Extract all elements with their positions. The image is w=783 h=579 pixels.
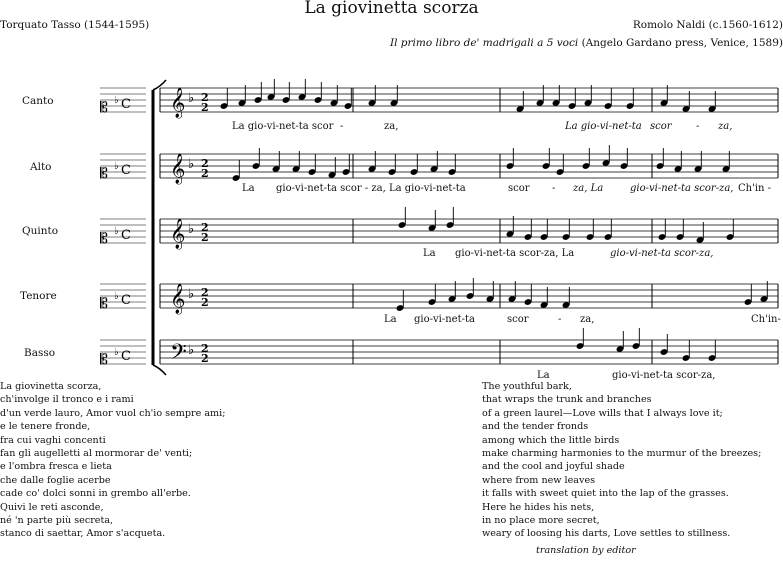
timesig-bottom: 2 xyxy=(201,101,209,114)
lyric-basso: La xyxy=(537,370,550,381)
timesig-top: 2 xyxy=(201,342,209,355)
timesig-top: 2 xyxy=(201,286,209,299)
lyric-quinto: La xyxy=(423,248,436,259)
flat-icon: ♭ xyxy=(188,287,195,302)
incipit-clef-icon: 𝄡 xyxy=(100,166,108,182)
flat-icon: ♭ xyxy=(114,161,119,172)
incipit-clef-icon: 𝄡 xyxy=(100,352,108,368)
part-name-tenore: Tenore xyxy=(20,290,57,302)
poem-line: Quivi le reti asconde, xyxy=(0,501,104,513)
poem-line: make charming harmonies to the murmur of the breezes; xyxy=(482,448,762,460)
poem-line: where from new leaves xyxy=(482,474,596,486)
poem-line: che dalle foglie acerbe xyxy=(0,474,111,486)
lyric-alto: - xyxy=(552,183,556,194)
poem-line: d'un verde lauro, Amor vuol ch'io sempre ami; xyxy=(0,407,226,419)
poet-credit: Torquato Tasso (1544-1595) xyxy=(0,19,150,31)
timesig-top: 2 xyxy=(201,157,209,170)
poem-line: and the cool and joyful shade xyxy=(482,461,625,473)
clef-icon: 𝄞 xyxy=(170,154,186,184)
flat-icon: ♭ xyxy=(114,226,119,237)
poem-line: and the tender fronds xyxy=(482,421,589,433)
part-name-quinto: Quinto xyxy=(22,225,59,237)
lyric-alto: gio-vi-net-ta scor-za, xyxy=(630,183,734,194)
poem-line: né 'n parte più secreta, xyxy=(0,515,114,527)
poem-line: weary of loosing his darts, Love settles to stillness. xyxy=(482,528,731,540)
lyric-canto: scor xyxy=(650,121,672,132)
clef-icon: 𝄞 xyxy=(170,219,186,249)
timesig-bottom: 2 xyxy=(201,167,209,180)
lyric-canto: - xyxy=(696,121,700,132)
flat-icon: ♭ xyxy=(114,95,119,106)
part-name-basso: Basso xyxy=(24,347,56,359)
lyric-canto: za, xyxy=(384,121,399,132)
common-time-icon: C xyxy=(121,293,131,308)
clef-icon: 𝄢 xyxy=(170,340,187,370)
incipit-staves xyxy=(100,88,146,368)
flat-icon: ♭ xyxy=(188,157,195,172)
piece-title: La giovinetta scorza xyxy=(304,0,479,18)
flat-icon: ♭ xyxy=(188,343,195,358)
lyric-tenore: Ch'in- xyxy=(751,314,781,325)
incipit-clef-icon: 𝄡 xyxy=(100,231,108,247)
lyric-tenore: La xyxy=(384,314,397,325)
timesig-bottom: 2 xyxy=(201,352,209,365)
poem-line: Here he hides his nets, xyxy=(482,501,595,513)
timesig-top: 2 xyxy=(201,91,209,104)
lyric-alto: gio-vi-net-ta scor - za, La gio-vi-net-ta xyxy=(276,183,466,194)
composer-credit: Romolo Naldi (c.1560-1612) xyxy=(632,19,783,31)
lyric-tenore: scor xyxy=(507,314,529,325)
source-title: Il primo libro de' madrigali a 5 voci xyxy=(389,37,579,49)
poem-line: in no place more secret, xyxy=(482,515,600,527)
flat-icon: ♭ xyxy=(188,222,195,237)
poem-line: ch'involge il tronco e i rami xyxy=(0,394,134,406)
timesig-top: 2 xyxy=(201,221,209,234)
timesig-bottom: 2 xyxy=(201,296,209,309)
flat-icon: ♭ xyxy=(114,291,119,302)
poem-line: The youthful bark, xyxy=(482,381,572,392)
common-time-icon: C xyxy=(121,97,131,112)
clef-icon: 𝄞 xyxy=(170,88,186,118)
time-signatures xyxy=(201,91,209,365)
part-name-canto: Canto xyxy=(22,95,54,107)
poem-line: fan gli augelletti al mormorar de' venti; xyxy=(0,448,193,460)
poem-line: e l'ombra fresca e lieta xyxy=(0,461,112,473)
lyric-tenore: gio-vi-net-ta xyxy=(414,314,475,325)
poem-line: cade co' dolci sonni in grembo all'erbe. xyxy=(0,488,191,500)
lyric-alto: scor xyxy=(508,183,530,194)
poem-line: among which the little birds xyxy=(482,434,620,446)
poem-line: La giovinetta scorza, xyxy=(0,381,102,392)
common-time-icon: C xyxy=(121,228,131,243)
poem-line: stanco di saettar, Amor s'acqueta. xyxy=(0,528,166,540)
lyric-alto: Ch'in - xyxy=(738,183,772,194)
part-name-alto: Alto xyxy=(30,161,52,173)
lyric-tenore: za, xyxy=(580,314,595,325)
common-time-icon: C xyxy=(121,349,131,364)
incipit-clef-icon: 𝄡 xyxy=(100,100,108,116)
lyric-alto: La xyxy=(242,183,255,194)
lyric-canto: La gio-vi-net-ta scor xyxy=(232,121,334,132)
poem-line: that wraps the trunk and branches xyxy=(482,394,652,406)
incipit-clef-icon: 𝄡 xyxy=(100,296,108,312)
common-time-icon: C xyxy=(121,163,131,178)
lyric-quinto: gio-vi-net-ta scor-za, xyxy=(610,248,714,259)
timesig-bottom: 2 xyxy=(201,231,209,244)
poem-english xyxy=(482,380,761,541)
poem-italian xyxy=(0,380,225,541)
lyric-basso: gio-vi-net-ta scor-za, xyxy=(612,370,716,381)
lyric-quinto: gio-vi-net-ta scor-za, La xyxy=(455,248,575,259)
lyric-canto: La gio-vi-net-ta xyxy=(565,121,642,132)
lyric-tenore: - xyxy=(558,314,562,325)
lyric-alto: za, La xyxy=(573,183,604,194)
poem-line: of a green laurel—Love wills that I always love it; xyxy=(482,407,723,419)
lyric-canto: za, xyxy=(718,121,733,132)
lyric-canto: - xyxy=(340,121,344,132)
source-publisher: (Angelo Gardano press, Venice, 1589) xyxy=(581,37,783,49)
flat-icon: ♭ xyxy=(188,91,195,106)
flat-icon: ♭ xyxy=(114,347,119,358)
translation-credit: translation by editor xyxy=(536,545,636,556)
poem-line: it falls with sweet quiet into the lap of the grasses. xyxy=(482,488,729,500)
poem-line: fra cui vaghi concenti xyxy=(0,434,106,446)
poem-line: e le tenere fronde, xyxy=(0,421,91,433)
clef-icon: 𝄞 xyxy=(170,284,186,314)
